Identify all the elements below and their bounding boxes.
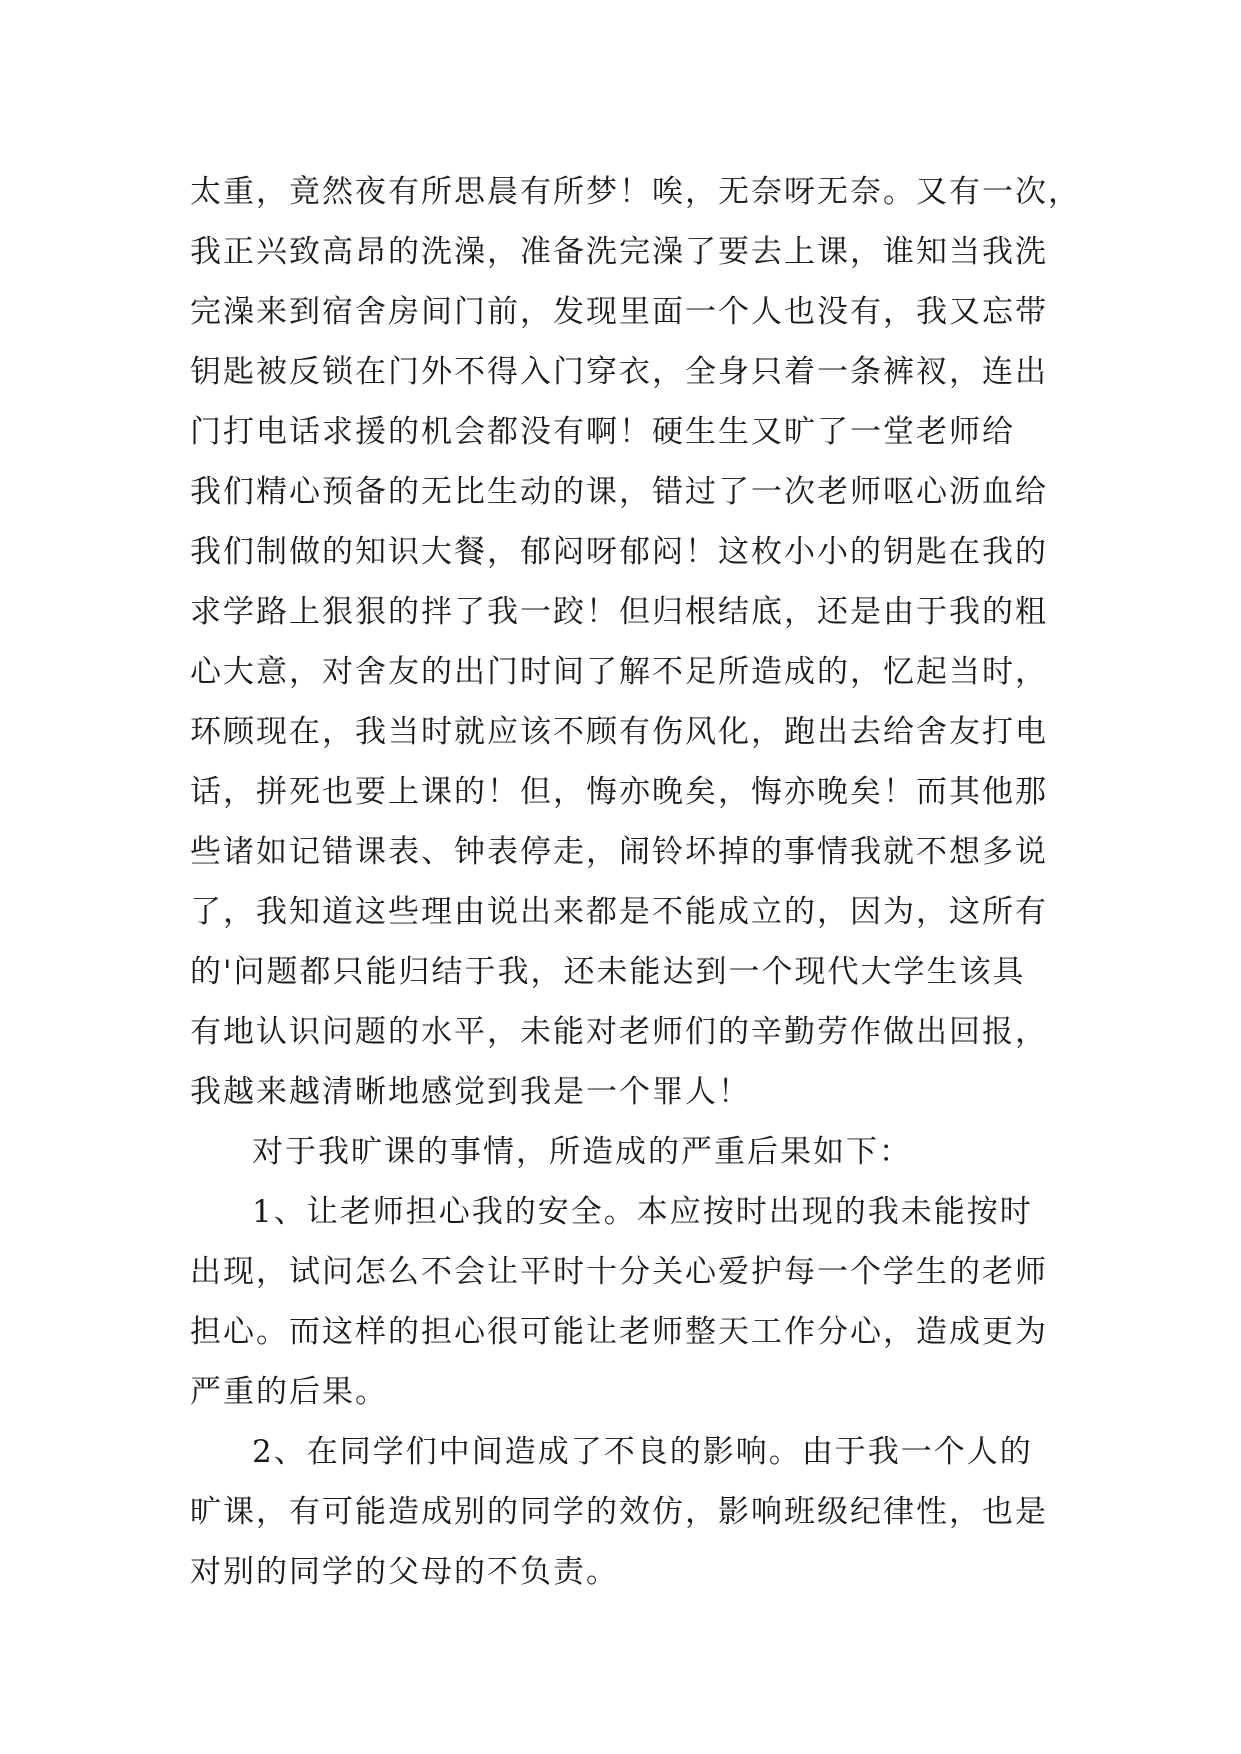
- text-line: 钥匙被反锁在门外不得入门穿衣，全身只着一条裤衩，连出: [190, 354, 1048, 390]
- text-line: 的'问题都只能归结于我，还未能达到一个现代大学生该具: [190, 954, 1026, 990]
- text-line: 严重的后果。: [190, 1374, 388, 1410]
- text-line: 我们精心预备的无比生动的课，错过了一次老师呕心沥血给: [190, 474, 1048, 510]
- text-line: 门打电话求援的机会都没有啊！硬生生又旷了一堂老师给: [190, 414, 1015, 450]
- paragraph-consequences-intro: 对于我旷课的事情，所造成的严重后果如下：: [252, 1134, 912, 1170]
- text-line: 担心。而这样的担心很可能让老师整天工作分心，造成更为: [190, 1314, 1048, 1350]
- text-line: 我正兴致高昂的洗澡，准备洗完澡了要去上课，谁知当我洗: [190, 234, 1048, 270]
- text-line: 有地认识问题的水平，未能对老师们的辛勤劳作做出回报，: [190, 1014, 1048, 1050]
- text-line: 些诸如记错课表、钟表停走，闹铃坏掉的事情我就不想多说: [190, 834, 1048, 870]
- text-line: 太重，竟然夜有所思晨有所梦！唉，无奈呀无奈。又有一次，: [190, 174, 1081, 210]
- text-line: 环顾现在，我当时就应该不顾有伤风化，跑出去给舍友打电: [190, 714, 1048, 750]
- text-line: 心大意，对舍友的出门时间了解不足所造成的，忆起当时，: [190, 654, 1048, 690]
- text-line: 旷课，有可能造成别的同学的效仿，影响班级纪律性，也是: [190, 1494, 1048, 1530]
- text-line: 我们制做的知识大餐，郁闷呀郁闷！这枚小小的钥匙在我的: [190, 534, 1048, 570]
- text-line: 我越来越清晰地感觉到我是一个罪人！: [190, 1074, 751, 1110]
- text-line: 对别的同学的父母的不负责。: [190, 1554, 619, 1590]
- text-line: 话，拼死也要上课的！但，悔亦晚矣，悔亦晚矣！而其他那: [190, 774, 1048, 810]
- text-line: 出现，试问怎么不会让平时十分关心爱护每一个学生的老师: [190, 1254, 1048, 1290]
- text-line: 了，我知道这些理由说出来都是不能成立的，因为，这所有: [190, 894, 1048, 930]
- document-body: [190, 162, 1081, 1602]
- text-line: 完澡来到宿舍房间门前，发现里面一个人也没有，我又忘带: [190, 294, 1048, 330]
- text-line: 求学路上狠狠的拌了我一跤！但归根结底，还是由于我的粗: [190, 594, 1048, 630]
- list-item-1-start: 1、让老师担心我的安全。本应按时出现的我未能按时: [252, 1194, 1033, 1230]
- list-item-2-start: 2、在同学们中间造成了不良的影响。由于我一个人的: [252, 1434, 1033, 1470]
